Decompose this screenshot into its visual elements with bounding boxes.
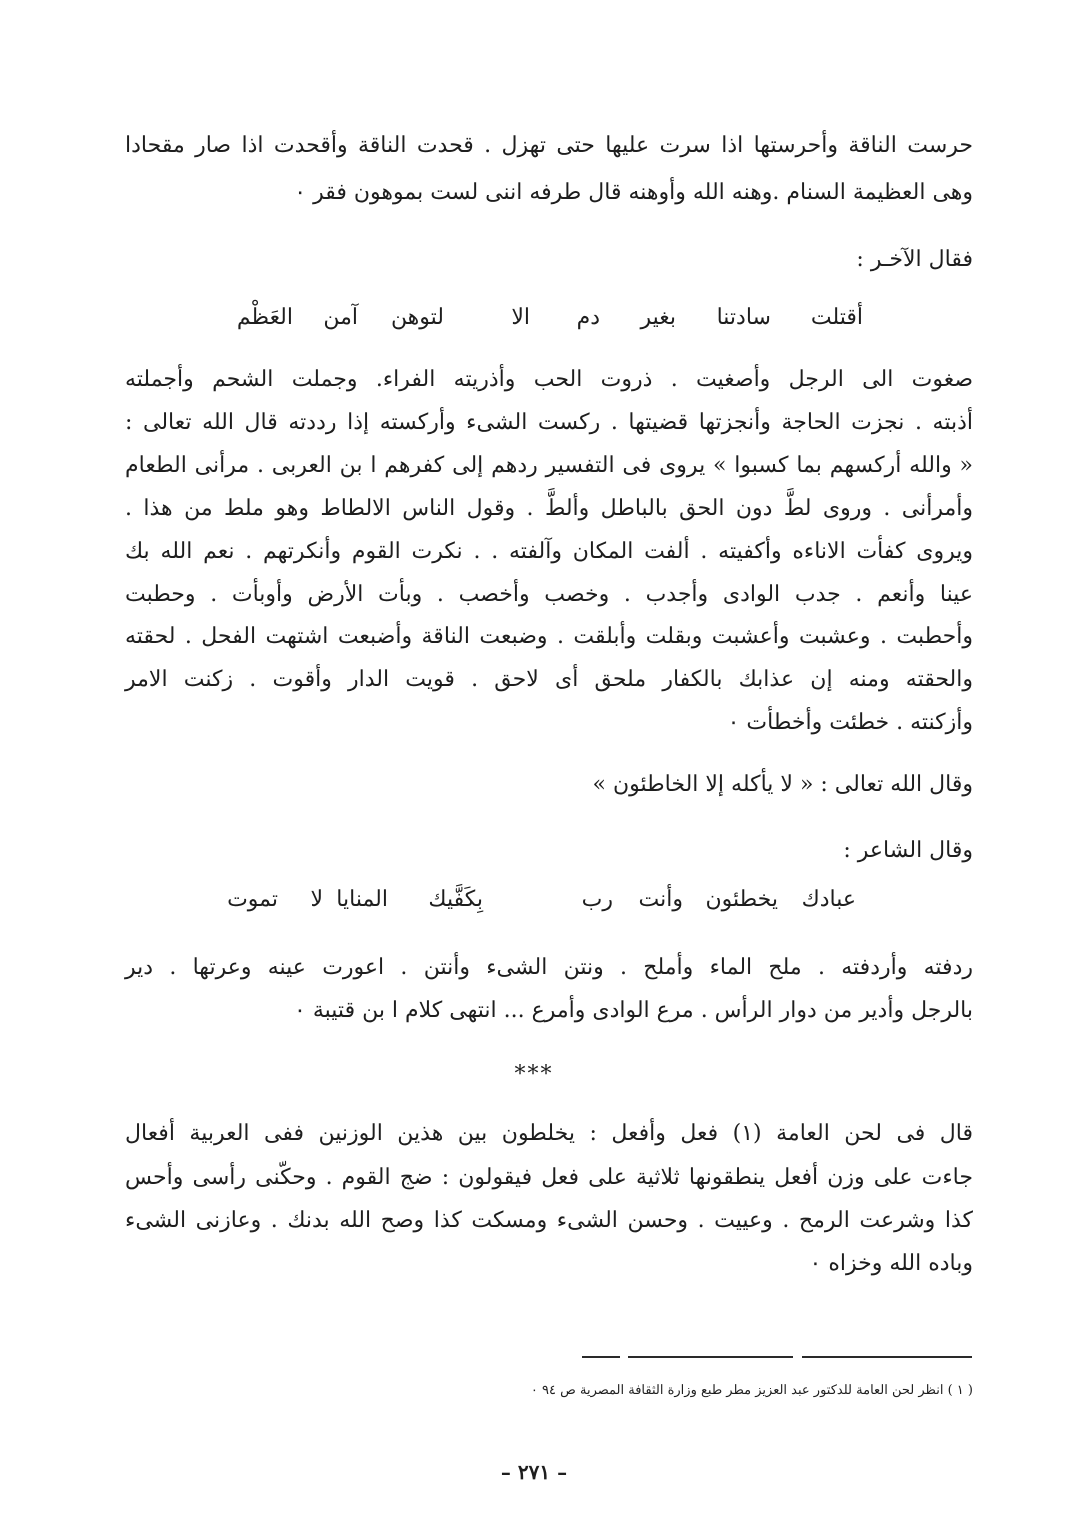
paragraph-line: والحقته ومنه إن عذابك بالكفار ملحق أى لاحق . قويت الدار وأقوت . زكنت الامر [125,667,973,692]
verse-word: عبادك [801,887,856,912]
verse-word: الا [511,305,530,330]
paragraph-line: وأحطبت . وعشبت وأعشبت وبقلت وأبلقت . وضبعت الناقة وأضبعت اشتهت الفحل . لحقته [125,624,973,649]
paragraph-line: عينا وأنعم . جدب الوادى وأجدب . وخصب وأخصب . وبأت الأرض وأوبأت . وحطبت [125,582,973,607]
footnote: ( ١ ) انظر لحن العامة للدكتور عبد العزيز مطر طبع وزارة الثقافة المصرية ص ٩٤ ٠ [530,1383,973,1398]
verse-word: لتوهن [390,305,444,330]
paragraph-line: بالرجل وأدير من دوار الرأس . مرع الوادى وأمرع ... انتهى كلام ا بن قتيبة ٠ [294,998,973,1023]
verse-word: بغير [640,305,676,330]
paragraph-line: صغوت الى الرجل وأصغيت . ذروت الحب وأذريته الفراء. وجملت الشحم وأجملته [125,367,973,392]
verse-word: تموت [227,887,278,912]
verse-word: دم [576,305,600,330]
verse-word: رب [581,887,613,912]
paragraph-line: حرست الناقة وأحرستها اذا سرت عليها حتى تهزل . قحدت الناقة وأقحدت اذا صار مقحادا [125,133,973,158]
paragraph-line: قال فى لحن العامة (١) فعل وأفعل : يخلطون بين هذين الوزنين ففى العربية أفعال [125,1121,973,1146]
paragraph-line: وأمرأنى . وروى لطَّ دون الحق بالباطل وألطَّ . وقول الناس الالطاط وهو ملط من هذا . [125,496,973,521]
paragraph-line: وقال الشاعر : [843,838,973,863]
verse-word: سادتنا [716,305,771,330]
section-separator: *** [514,1062,554,1087]
paragraph-line: أذبته . نجزت الحاجة وأنجزتها قضيتها . ركست الشىء وأركسته إذا رددته قال الله تعالى : [125,410,973,435]
verse-word: أقتلت [810,305,863,330]
paragraph-line: ردفته وأردفته . ملح الماء وأملح . ونتن الشىء وأنتن . اعورت عينه وعرتها . دير [125,955,973,980]
paragraph-line: وأزكنته . خطئت وأخطأت ٠ [727,710,973,735]
paragraph-line: « والله أركسهم بما كسبوا » يروى فى التفسير ردهم إلى كفرهم ا بن العربى . مرأنى الطعام [125,453,973,478]
verse-word: وأنت [638,887,683,912]
verse-word: العَظْم [236,305,293,330]
paragraph-line: كذا وشرعت الرمح . وعييت . وحسن الشىء ومسكت كذا وصح الله بدنك . وعازنى الشىء [125,1208,973,1233]
verse-word: لا [310,887,323,912]
paragraph-line: وباده الله وخزاه ٠ [809,1251,973,1276]
page-number: – ٢٧١ – [500,1460,568,1484]
paragraph-line: ويروى كفأت الاناءه وأكفيته . ألفت المكان وآلفته . . نكرت القوم وأنكرتهم . نعم الله بك [125,539,973,564]
verse-word: بِكَفَّيك [428,887,483,912]
paragraph-line: وهى العظيمة السنام .وهنه الله وأوهنه قال طرفه اننى لست بموهون فقر ٠ [294,180,973,205]
verse-word: يخطئون [705,887,778,912]
paragraph-line: جاءت على وزن أفعل ينطقونها ثلاثية على فعل فيقولون : ضج القوم . وحكّنى رأسى وأحس [125,1165,973,1190]
verse-word: آمن [323,305,358,330]
paragraph-line: فقال الآخـر : [856,247,973,272]
paragraph-line: وقال الله تعالى : « لا يأكله إلا الخاطئون » [592,772,973,797]
verse-word: المنايا [336,887,388,912]
